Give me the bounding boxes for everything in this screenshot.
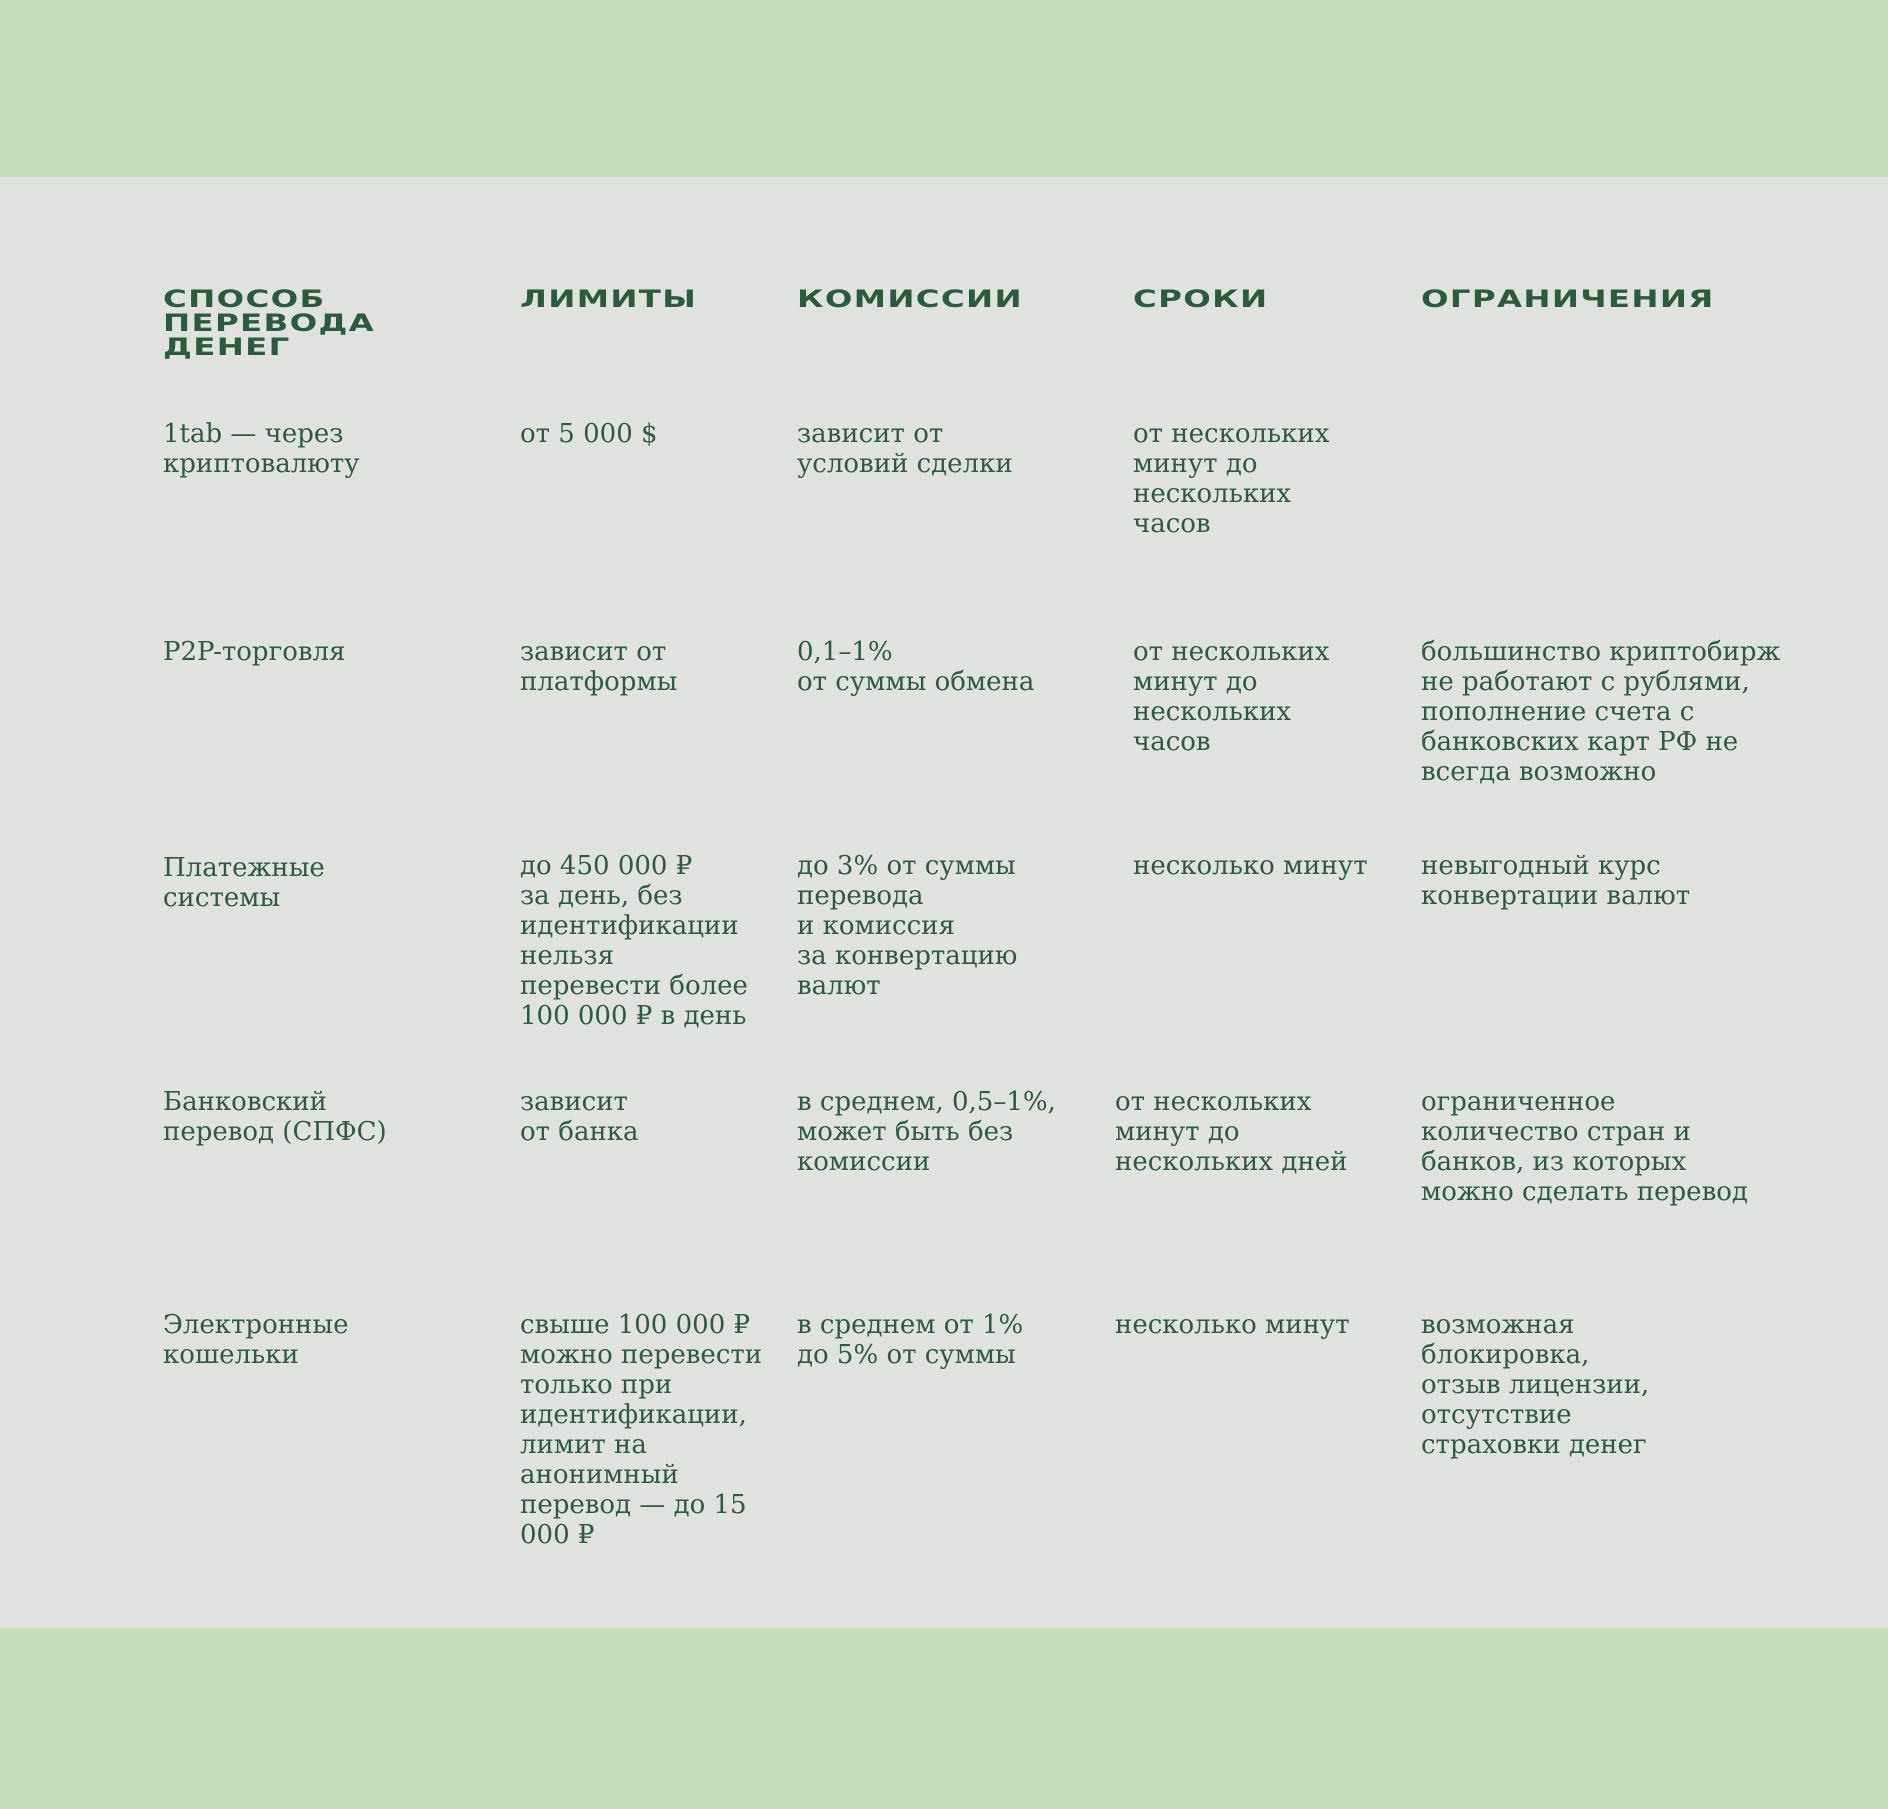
header-terms: СРОКИ [1133, 285, 1269, 313]
header-method: СПОСОБ ПЕРЕВОДА ДЕНЕГ [163, 285, 376, 361]
row-1-method: 1tab — через криптовалюту [163, 419, 360, 479]
row-2-limits: зависит от платформы [520, 637, 678, 697]
comparison-table [0, 177, 1888, 1628]
header-limits: ЛИМИТЫ [520, 285, 698, 313]
row-2-method: P2P-торговля [163, 637, 346, 667]
row-5-method: Электронные кошельки [163, 1310, 349, 1370]
row-1-fees: зависит от условий сделки [797, 419, 1013, 479]
row-4-method: Банковский перевод (СПФС) [163, 1087, 387, 1147]
row-1-terms: от нескольких минут до нескольких часов [1133, 419, 1330, 539]
row-5-terms: несколько минут [1115, 1310, 1350, 1340]
row-2-terms: от нескольких минут до нескольких часов [1133, 637, 1330, 757]
row-3-fees: до 3% от суммы перевода и комиссия за конвертацию валют [797, 851, 1018, 1001]
header-fees: КОМИССИИ [797, 285, 1023, 313]
bottom-band [0, 1628, 1888, 1809]
row-4-restrictions: ограниченное количество стран и банков, из которых можно сделать перевод [1421, 1087, 1748, 1207]
top-band [0, 0, 1888, 177]
row-3-restrictions: невыгодный курс конвертации валют [1421, 851, 1691, 911]
row-4-limits: зависит от банка [520, 1087, 639, 1147]
row-3-limits: до 450 000 ₽ за день, без идентификации нельзя перевести более 100 000 ₽ в день [520, 851, 748, 1031]
row-5-limits: свыше 100 000 ₽ можно перевести только при идентификации, лимит на анонимный перевод — до 15 000 ₽ [520, 1310, 763, 1550]
header-restrictions: ОГРАНИЧЕНИЯ [1421, 285, 1715, 313]
row-4-fees: в среднем, 0,5–1%, может быть без комиссии [797, 1087, 1056, 1177]
row-2-fees: 0,1–1% от суммы обмена [797, 637, 1035, 697]
row-2-restrictions: большинство криптобирж не работают с рублями, пополнение счета с банковских карт РФ не всегда возможно [1421, 637, 1781, 787]
row-3-terms: несколько минут [1133, 851, 1368, 881]
row-5-restrictions: возможная блокировка, отзыв лицензии, отсутствие страховки денег [1421, 1310, 1650, 1460]
row-4-terms: от нескольких минут до нескольких дней [1115, 1087, 1348, 1177]
row-5-fees: в среднем от 1% до 5% от суммы [797, 1310, 1024, 1370]
row-1-limits: от 5 000 $ [520, 419, 658, 449]
row-3-method: Платежные системы [163, 853, 325, 913]
